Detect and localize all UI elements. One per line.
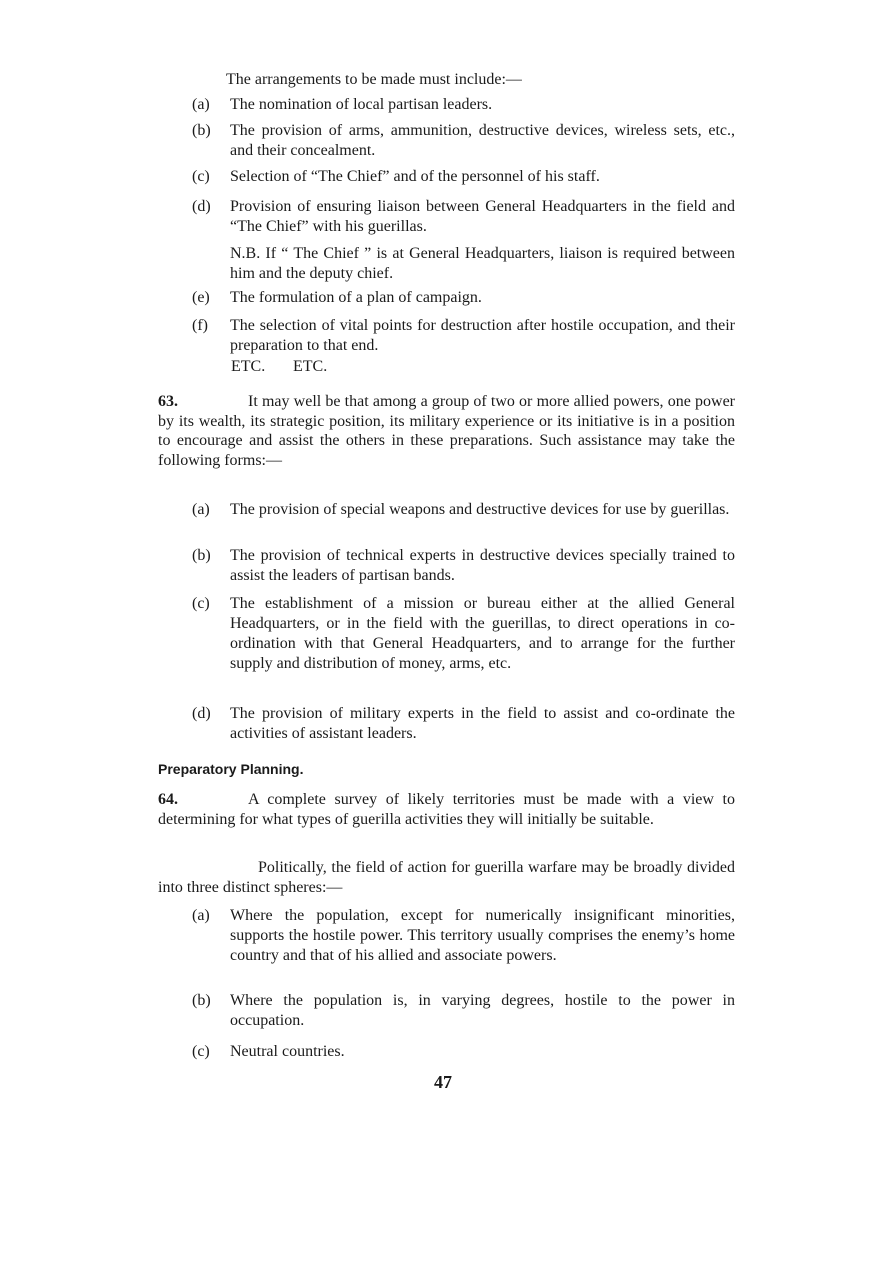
- list-item: [192, 288, 735, 308]
- item-label: (a): [192, 501, 210, 518]
- item-text: The selection of vital points for destruction after hostile occupation, and their preparation to that end.: [230, 317, 735, 354]
- list-item: [192, 121, 735, 161]
- item-text: Where the population is, in varying degrees, hostile to the power in occupation.: [230, 992, 735, 1029]
- paragraph-63: [158, 392, 735, 470]
- item-text: The provision of military experts in the field to assist and co-ordinate the activities of assistant leaders.: [230, 705, 735, 742]
- list-item: [192, 197, 735, 237]
- list-item: [192, 906, 735, 966]
- item-label: (d): [192, 705, 211, 722]
- item-text: The establishment of a mission or bureau either at the allied General Headquarters, or in the field with the guerillas, to direct operations in co-ordination with that General Headquarters, and to arrange for the further supply and distribution of money, arms, etc.: [230, 595, 735, 672]
- etc-marker: ETC.: [231, 358, 266, 375]
- item-text: Neutral countries.: [230, 1043, 345, 1060]
- item-text: The provision of arms, ammunition, destructive devices, wireless sets, etc., and their concealment.: [230, 122, 735, 159]
- item-label: (a): [192, 96, 210, 113]
- list-item: [192, 704, 735, 744]
- item-label: (a): [192, 907, 210, 924]
- politically-paragraph: Politically, the field of action for guerilla warfare may be broadly divided into three distinct spheres:—: [158, 859, 735, 896]
- item-label: (c): [192, 1043, 210, 1060]
- paragraph-text: A complete survey of likely territories must be made with a view to determining for what types of guerilla activities they will initially be suitable.: [158, 791, 735, 828]
- item-text: The formulation of a plan of campaign.: [230, 289, 482, 306]
- item-text: Provision of ensuring liaison between General Headquarters in the field and “The Chief” with his guerillas.: [230, 198, 735, 235]
- item-label: (b): [192, 122, 211, 139]
- paragraph-number: 63.: [158, 393, 178, 410]
- item-label: (c): [192, 168, 210, 185]
- item-label: (d): [192, 198, 211, 215]
- item-text: The nomination of local partisan leaders.: [230, 96, 493, 113]
- list-item: [192, 167, 735, 187]
- list-item: [192, 594, 735, 674]
- paragraph-number: 64.: [158, 791, 178, 808]
- list-item: [192, 316, 735, 356]
- arrangements-intro: The arrangements to be made must include:—: [226, 71, 522, 88]
- item-label: (b): [192, 992, 211, 1009]
- item-text: The provision of special weapons and destructive devices for use by guerillas.: [230, 501, 730, 518]
- paragraph-text: It may well be that among a group of two or more allied powers, one power by its wealth, its strategic position, its military experience or its initiative is in a position to encourage and assist the others in these preparations. Such assistance may take the following forms:—: [158, 393, 735, 469]
- list-item: [192, 500, 735, 520]
- item-label: (f): [192, 317, 208, 334]
- item-text: Where the population, except for numerically insignificant minorities, supports the hostile power. This territory usually comprises the enemy’s home country and that of his allied and associate powers.: [230, 907, 735, 964]
- paragraph-64: [158, 790, 735, 830]
- item-label: (b): [192, 547, 211, 564]
- page-number: 47: [434, 1072, 452, 1092]
- etc-marker: ETC.: [293, 358, 328, 375]
- list-item: [192, 95, 735, 115]
- section-heading: Preparatory Planning.: [158, 761, 304, 777]
- item-label: (e): [192, 289, 210, 306]
- item-text: The provision of technical experts in destructive devices specially trained to assist the leaders of partisan bands.: [230, 547, 735, 584]
- item-text: Selection of “The Chief” and of the personnel of his staff.: [230, 168, 600, 185]
- item-label: (c): [192, 595, 210, 612]
- list-item: [192, 991, 735, 1031]
- nb-note: N.B. If “ The Chief ” is at General Headquarters, liaison is required between him and the deputy chief.: [230, 245, 735, 282]
- list-item: [192, 1042, 735, 1062]
- list-item: [192, 546, 735, 586]
